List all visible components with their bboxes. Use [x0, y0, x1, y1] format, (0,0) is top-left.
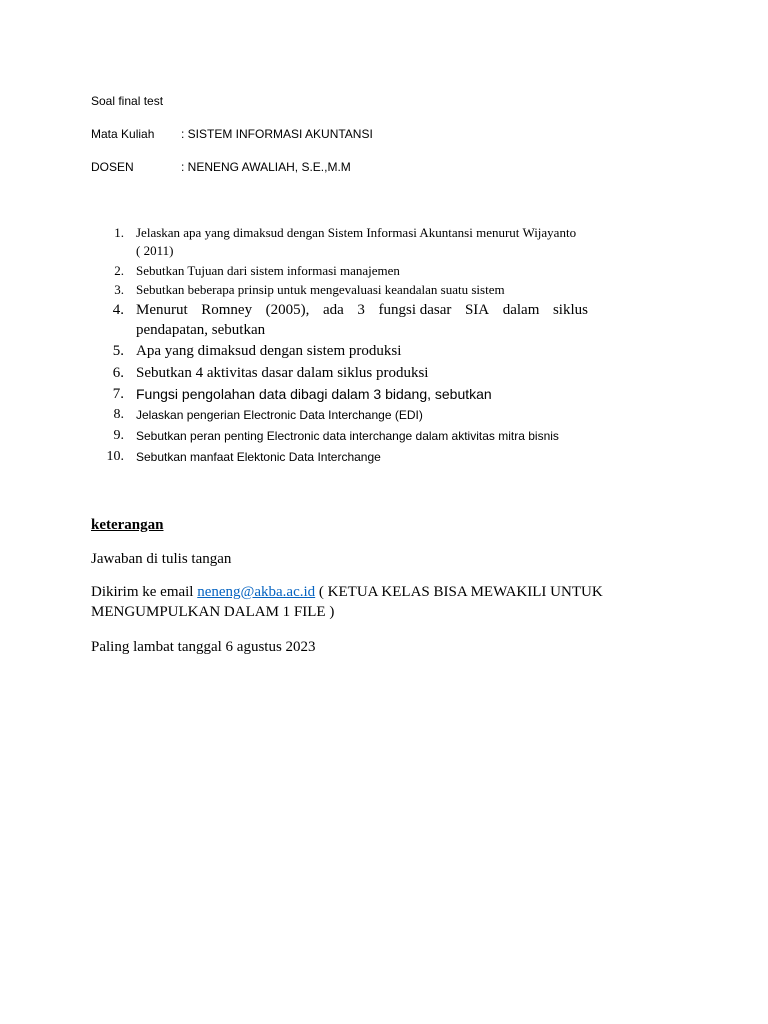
question-text-continued: ( 2011)	[136, 243, 174, 258]
email-suffix: ( KETUA KELAS BISA MEWAKILI UNTUK	[315, 584, 603, 600]
list-number: 3.	[114, 282, 124, 297]
notes-email-line-continued: MENGUMPULKAN DALAM 1 FILE )	[91, 604, 335, 620]
question-text: Sebutkan 4 aktivitas dasar dalam siklus produksi	[136, 365, 429, 381]
lecturer-row	[0, 160, 768, 176]
list-number: 9.	[113, 428, 124, 443]
list-number: 4.	[112, 302, 124, 318]
document-title: Soal final test	[91, 94, 164, 108]
question-text: Apa yang dimaksud dengan sistem produksi	[136, 343, 402, 359]
email-prefix: Dikirim ke email	[91, 584, 198, 600]
email-link[interactable]: neneng@akba.ac.id	[197, 584, 316, 600]
course-label: Mata Kuliah	[91, 127, 155, 141]
word: dalam	[502, 302, 540, 318]
question-text: Sebutkan peran penting Electronic data interchange dalam aktivitas mitra bisnis	[136, 429, 559, 443]
list-number: 5.	[112, 343, 124, 359]
question-text: Sebutkan beberapa prinsip untuk mengevaluasi keandalan suatu sistem	[136, 282, 505, 297]
lecturer-label: DOSEN	[91, 160, 134, 174]
question-text	[136, 302, 588, 319]
course-value: : SISTEM INFORMASI AKUNTANSI	[181, 127, 373, 141]
lecturer-value: : NENENG AWALIAH, S.E.,M.M	[181, 160, 351, 174]
word: Menurut	[136, 302, 188, 318]
notes-handwritten: Jawaban di tulis tangan	[91, 551, 232, 567]
question-text: Fungsi pengolahan data dibagi dalam 3 bidang, sebutkan	[136, 386, 492, 402]
course-row	[0, 127, 768, 143]
list-number: 8.	[113, 407, 124, 422]
question-text-continued: pendapatan, sebutkan	[136, 322, 266, 338]
list-number: 7.	[112, 386, 124, 402]
word: Romney	[201, 302, 253, 318]
word: (2005),	[265, 302, 310, 318]
question-text: Sebutkan manfaat Elektonic Data Interchange	[136, 450, 381, 464]
question-text: Jelaskan pengerian Electronic Data Interchange (EDI)	[136, 408, 423, 422]
word: SIA	[464, 302, 490, 318]
notes-heading: keterangan	[91, 517, 164, 533]
word: siklus	[552, 302, 588, 318]
question-text: Jelaskan apa yang dimaksud dengan Sistem Informasi Akuntansi menurut Wijayanto	[136, 225, 577, 240]
word: ada	[323, 302, 344, 318]
notes-deadline: Paling lambat tanggal 6 agustus 2023	[91, 639, 316, 655]
word: 3	[357, 302, 365, 318]
list-number: 2.	[114, 263, 124, 278]
list-number: 6.	[112, 365, 124, 381]
list-number: 10.	[106, 449, 124, 464]
list-number: 1.	[114, 225, 124, 240]
question-text: Sebutkan Tujuan dari sistem informasi manajemen	[136, 263, 400, 278]
notes-email-line	[91, 584, 603, 601]
word: fungsi dasar	[378, 302, 452, 318]
